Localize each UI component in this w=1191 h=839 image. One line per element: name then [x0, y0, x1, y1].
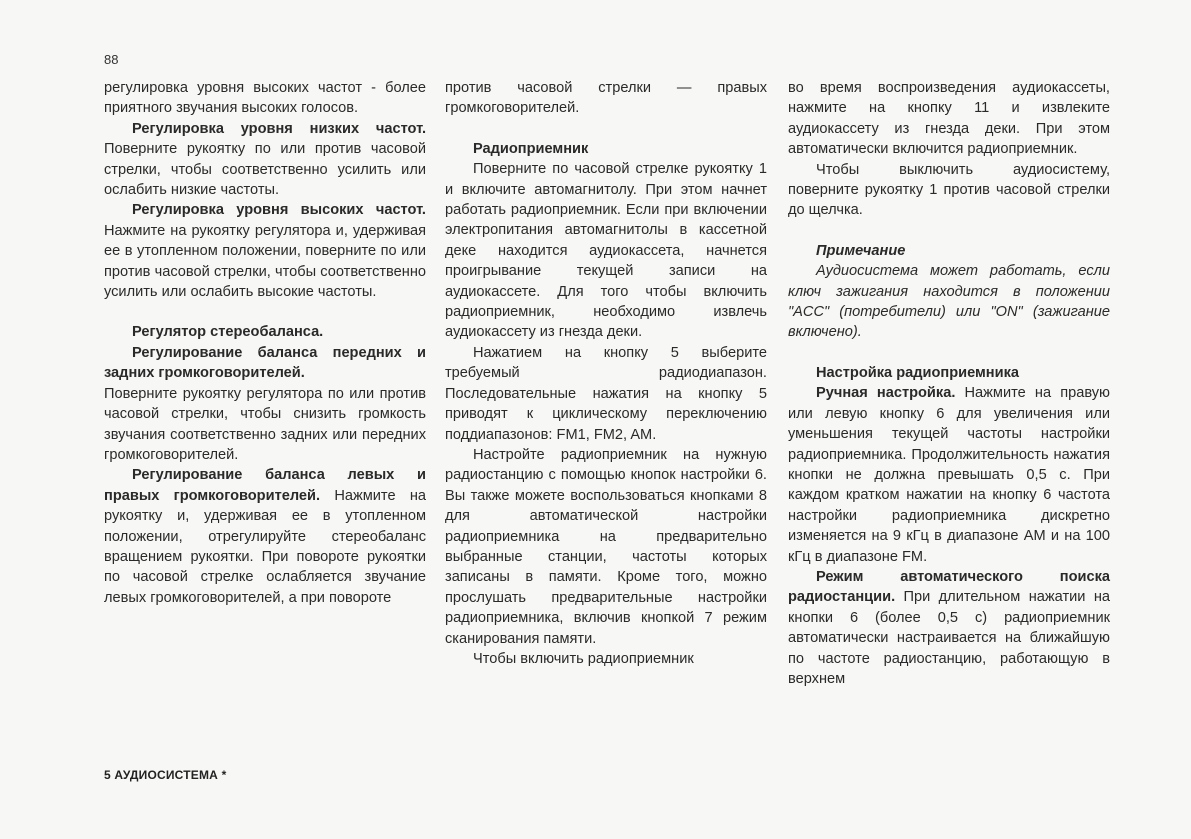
radio-paragraph-2: Нажатием на кнопку 5 выберите требуемый радиодиапазон. Последовательные нажатия на кнопку 5 приводят к циклическому переключению поддиапазонов: FM1, FM2, AM.	[445, 344, 767, 443]
manual-tuning-text: Нажмите на правую или левую кнопку 6 для увеличения или уменьшения текущей частоты настройки радиоприемника. Продолжительность нажатия кнопки не должна превышать 0,5 с. При каждом кратком нажатии на кнопку 6 частота настройки радиоприемника дискретно изменяется на 9 кГц в диапазоне AM и на 100 кГц в диапазоне FM.	[788, 385, 1110, 565]
radio-paragraph-4: Чтобы включить радиоприемник	[473, 650, 694, 667]
column-right	[788, 78, 1110, 689]
left-right-text: Нажмите на рукоятку и, удерживая ее в утопленном положении, отрегулируйте стереобаланс вращением рукоятки. При повороте рукоятки по часовой стрелке ослабляется звучание левых громкоговорителей, а при повороте	[104, 487, 426, 606]
left-right-heading: Регулирование баланса левых и правых громкоговорителей.	[104, 467, 426, 504]
section-footer: 5 АУДИОСИСТЕМА *	[104, 768, 227, 782]
paragraph-manual-tuning	[788, 383, 1110, 567]
paragraph-power-off: Чтобы выключить аудиосистему, поверните рукоятку 1 против часовой стрелки до щелчка.	[788, 161, 1110, 219]
note-heading: Примечание	[816, 242, 906, 259]
paragraph-auto-search	[788, 567, 1110, 689]
page-number: 88	[104, 52, 119, 67]
bass-text: Поверните рукоятку по или против часовой стрелки, чтобы соответственно усилить или ослабить низкие частоты.	[104, 141, 426, 199]
radio-heading: Радиоприемник	[473, 140, 589, 157]
radio-paragraph-1: Поверните по часовой стрелке рукоятку 1 и включите автомагнитолу. При этом начнет работать радиоприемник. Если при включении электропитания автомагнитолы в кассетной деке находится аудиокассета, начнется проигрывание текущей записи на аудиокассете. Для того чтобы включить радиоприемник, необходимо извлечь аудиокассету из гнезда деки.	[445, 161, 767, 341]
paragraph-bass	[104, 119, 426, 201]
paragraph-cassette: во время воспроизведения аудиокассеты, нажмите на кнопку 11 и извлеките аудиокассету из гнезда деки. При этом автоматически включится радиоприемник.	[788, 80, 1110, 158]
paragraph-cont: против часовой стрелки — правых громкоговорителей.	[445, 80, 767, 117]
paragraph-treble	[104, 200, 426, 302]
auto-search-heading: Режим автоматического поиска радиостанции.	[788, 568, 1110, 606]
radio-paragraph-3: Настройте радиоприемник на нужную радиостанцию с помощью кнопок настройки 6. Вы также можете воспользоваться кнопками 8 для автоматической настройки радиоприемника на предварительно выбранные станции, частоты которых записаны в памяти. Кроме того, можно прослушать предварительные настройки радиоприемника, включив кнопкой 7 режим сканирования памяти.	[445, 446, 767, 647]
treble-text: Нажмите на рукоятку регулятора и, удерживая ее в утопленном положении, поверните по или против часовой стрелки, чтобы соответственно усилить или ослабить высокие частоты.	[104, 222, 426, 301]
manual-tuning-heading: Ручная настройка.	[816, 385, 956, 402]
column-left	[104, 78, 426, 608]
treble-heading: Регулировка уровня высоких частот.	[132, 202, 426, 219]
bass-heading: Регулировка уровня низких частот.	[132, 120, 426, 137]
paragraph-treble-intro: регулировка уровня высоких частот - более приятного звучания высоких голосов.	[104, 80, 426, 117]
auto-search-text: При длительном нажатии на кнопки 6 (более 0,5 с) радиоприемник автоматически настраивается на ближайшую по частоте радиостанцию, работающую в верхнем	[788, 589, 1110, 687]
front-rear-heading: Регулирование баланса передних и задних громкоговорителей.	[104, 344, 426, 382]
note-text: Аудиосистема может работать, если ключ зажигания находится в положении "ACC" (потребители) или "ON" (зажигание включено).	[788, 263, 1110, 341]
stereo-balance-heading: Регулятор стереобаланса.	[132, 324, 324, 341]
front-rear-text: Поверните рукоятку регулятора по или против часовой стрелки, чтобы снизить громкость звучания соответственно задних или передних громкоговорителей.	[104, 385, 426, 463]
paragraph-left-right	[104, 465, 426, 608]
tuning-heading: Настройка радиоприемника	[816, 364, 1020, 381]
column-middle	[445, 78, 767, 669]
